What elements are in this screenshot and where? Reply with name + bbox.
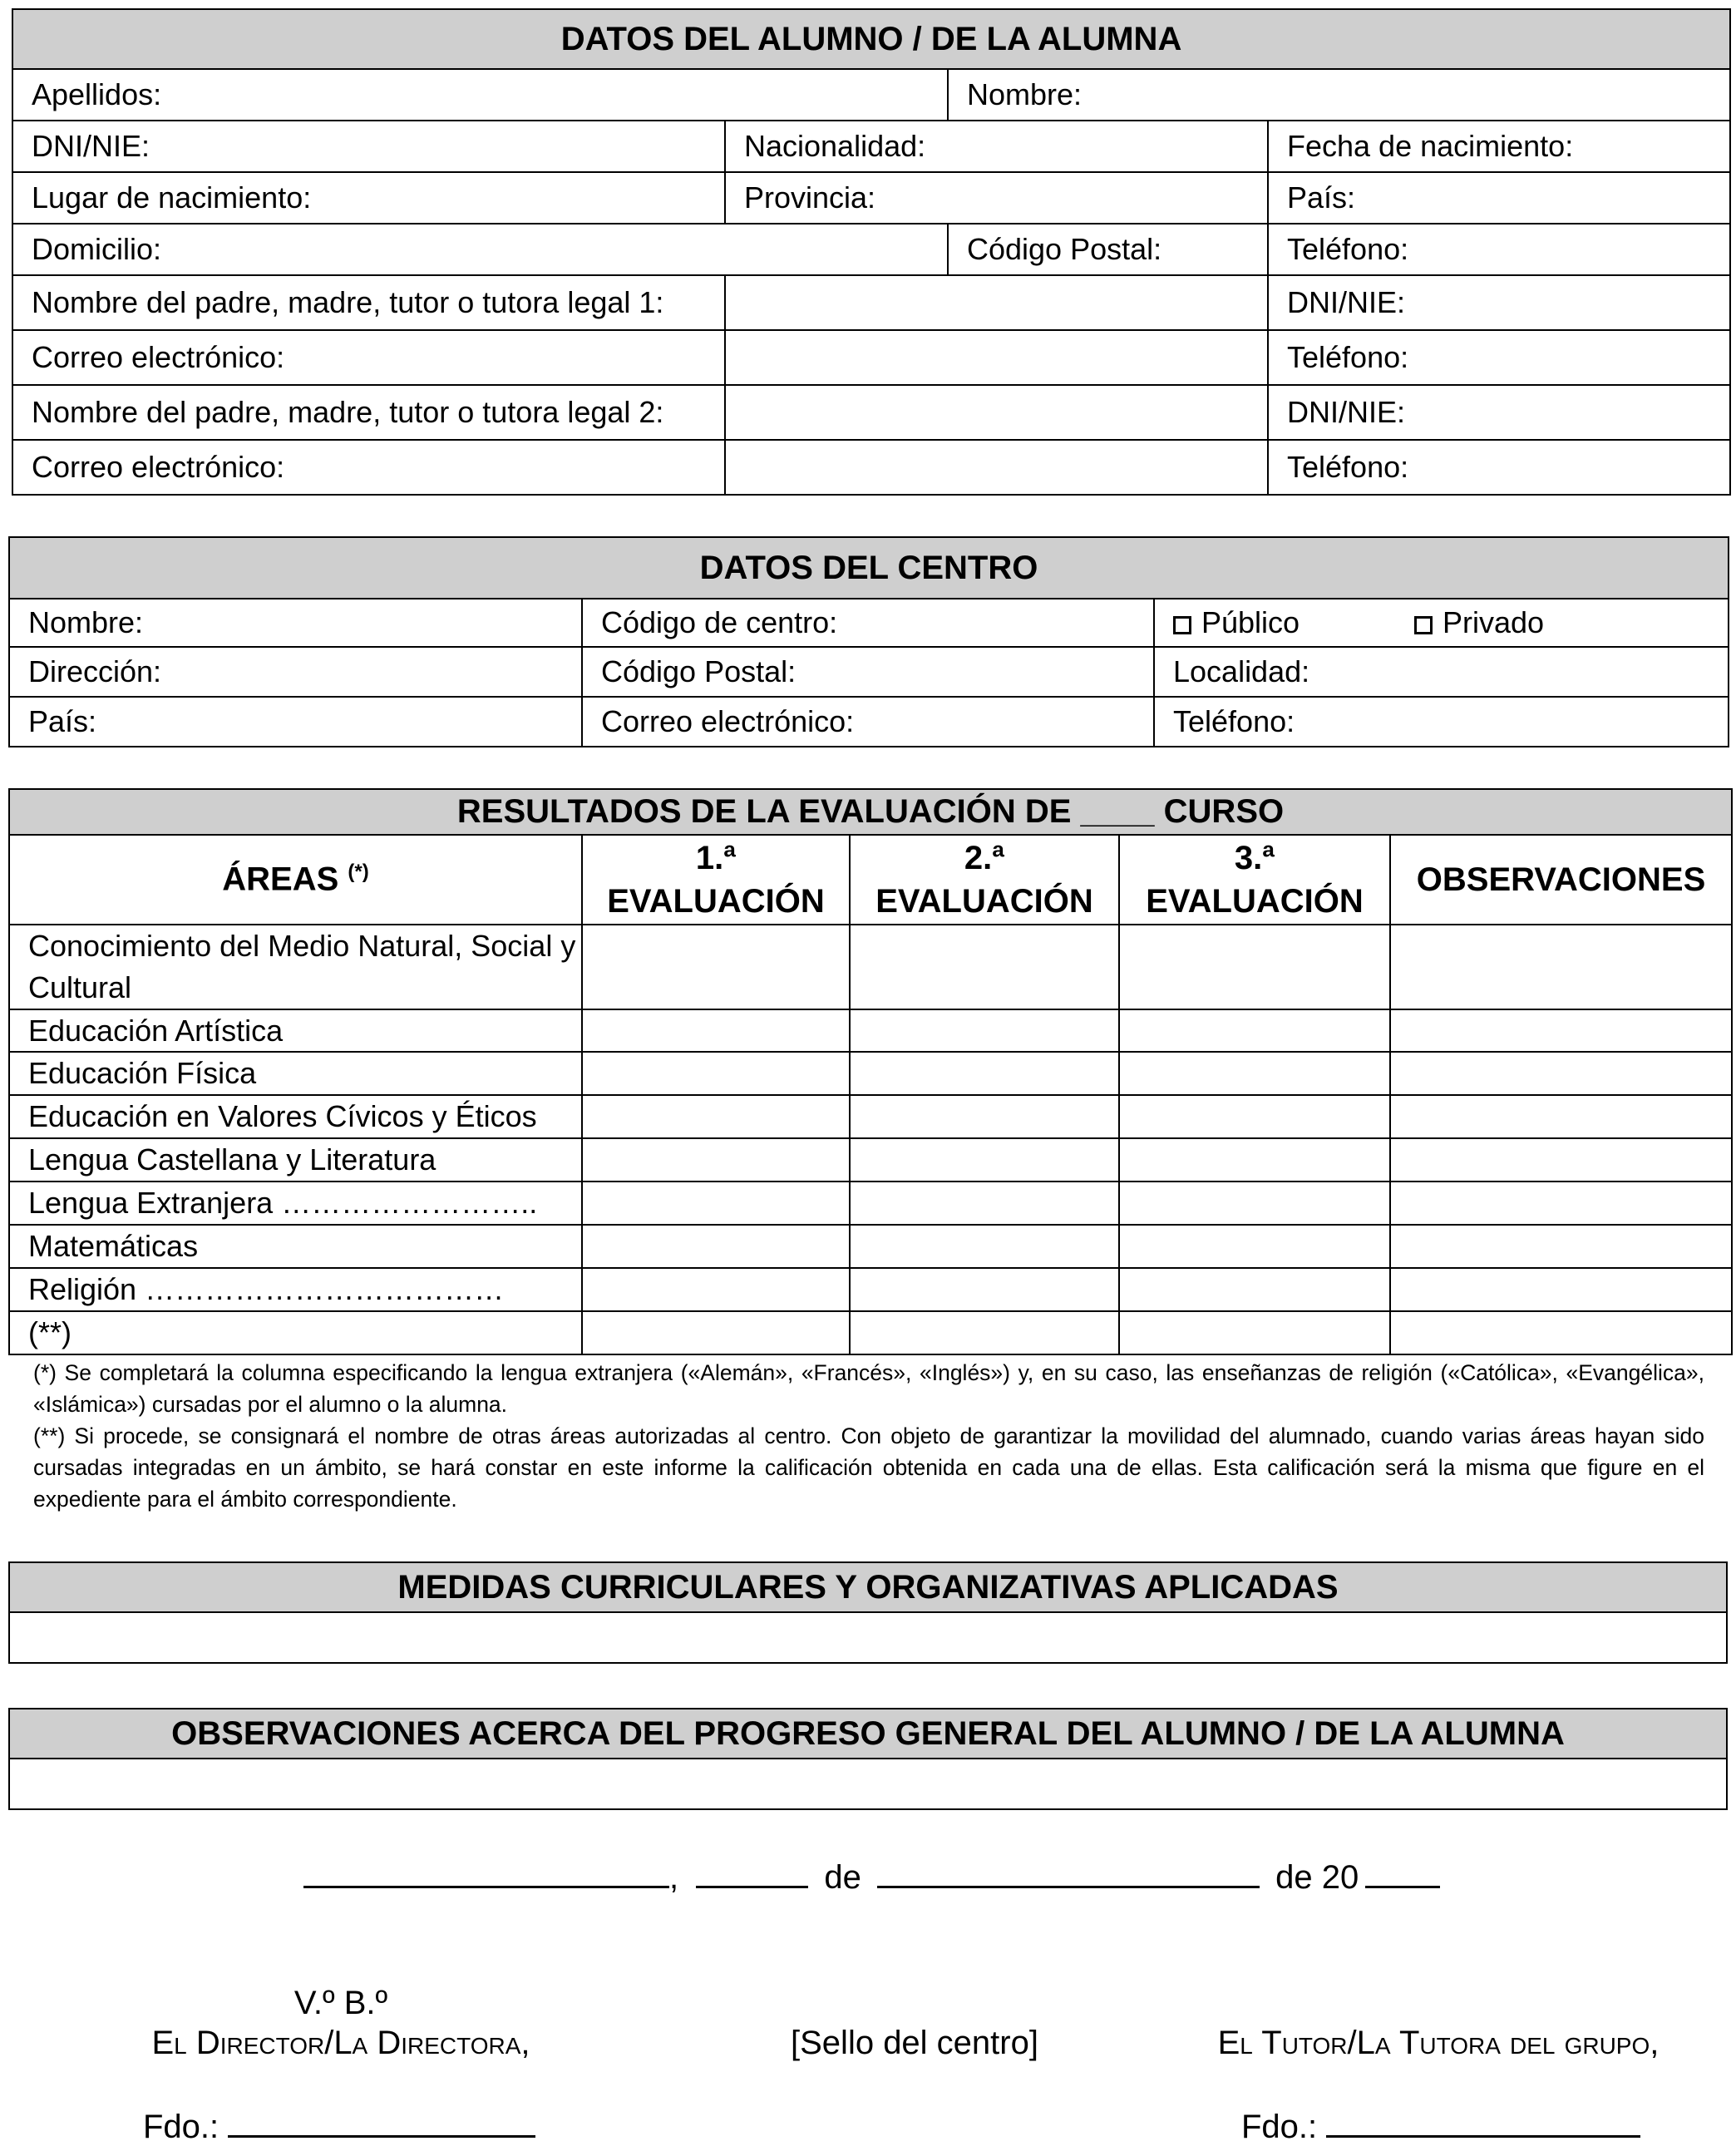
- year-blank[interactable]: [1365, 1852, 1440, 1888]
- observation-cell[interactable]: [1390, 1225, 1732, 1268]
- tutor-signature: [1241, 2102, 1640, 2146]
- guardian2-dni-field[interactable]: DNI/NIE:: [1268, 385, 1730, 440]
- dni-field[interactable]: DNI/NIE:: [12, 121, 725, 172]
- grade-cell-eval2[interactable]: [850, 1268, 1119, 1311]
- eval2-number: 2.ª: [964, 840, 1005, 876]
- place-date-line: [303, 1852, 1440, 1897]
- observation-cell[interactable]: [1390, 1009, 1732, 1052]
- grade-cell-eval3[interactable]: [1119, 1138, 1390, 1182]
- grade-cell-eval1[interactable]: [582, 1182, 850, 1225]
- guardian1-name-label: Nombre del padre, madre, tutor o tutora legal 1:: [12, 275, 725, 330]
- phone-field[interactable]: Teléfono:: [1268, 224, 1730, 275]
- school-seal-label: [Sello del centro]: [791, 2025, 1038, 2061]
- director-signed-label: Fdo.:: [143, 2109, 219, 2145]
- place-blank[interactable]: [303, 1852, 669, 1888]
- measures-section-header: MEDIDAS CURRICULARES Y ORGANIZATIVAS APLICADAS: [9, 1562, 1727, 1612]
- observation-cell[interactable]: [1390, 1138, 1732, 1182]
- grade-cell-eval1[interactable]: [582, 1095, 850, 1138]
- eval3-column-header: [1119, 835, 1390, 925]
- table-row: [9, 1009, 1732, 1052]
- guardian1-email-field[interactable]: [725, 330, 1268, 385]
- areas-column-header: [9, 835, 582, 925]
- province-field[interactable]: Provincia:: [725, 172, 1268, 224]
- observation-cell[interactable]: [1390, 925, 1732, 1009]
- school-name-field[interactable]: Nombre:: [9, 599, 582, 647]
- grade-cell-eval1[interactable]: [582, 925, 850, 1009]
- guardian1-phone-field[interactable]: Teléfono:: [1268, 330, 1730, 385]
- guardian1-email-label: Correo electrónico:: [12, 330, 725, 385]
- eval1-number: 1.ª: [695, 840, 737, 876]
- table-row: [9, 1311, 1732, 1354]
- measures-field[interactable]: [9, 1612, 1727, 1663]
- de-text-2: de 20: [1275, 1859, 1359, 1896]
- results-section-header: RESULTADOS DE LA EVALUACIÓN DE ____ CURSO: [9, 789, 1732, 835]
- school-data-table: [8, 536, 1729, 747]
- grade-cell-eval3[interactable]: [1119, 1052, 1390, 1095]
- footnote-1: (*) Se completará la columna especificando la lengua extranjera («Alemán», «Francés», «Inglés») y, en su caso, las enseñanzas de religión («Católica», «Evangélica», «Islámica») cursadas por el alumno o la alumna.: [33, 1360, 1704, 1417]
- results-footnotes: [33, 1357, 1704, 1515]
- guardian1-name-field[interactable]: [725, 275, 1268, 330]
- grade-cell-eval1[interactable]: [582, 1225, 850, 1268]
- table-row: [9, 1225, 1732, 1268]
- table-row: [9, 1138, 1732, 1182]
- tutor-label: El Tutor/La Tutora del grupo,: [1217, 2025, 1660, 2061]
- day-blank[interactable]: [696, 1852, 808, 1888]
- eval1-column-header: [582, 835, 850, 925]
- address-field[interactable]: Domicilio:: [12, 224, 948, 275]
- approval-label: V.º B.º: [293, 1985, 388, 2021]
- first-name-field[interactable]: Nombre:: [948, 69, 1730, 121]
- grade-cell-eval1[interactable]: [582, 1268, 850, 1311]
- area-name: Conocimiento del Medio Natural, Social y Cultural: [9, 925, 582, 1009]
- areas-footnote-mark: (*): [348, 861, 369, 884]
- grade-cell-eval2[interactable]: [850, 1311, 1119, 1354]
- observations-column-header: OBSERVACIONES: [1390, 835, 1732, 925]
- guardian2-email-label: Correo electrónico:: [12, 440, 725, 495]
- birth-place-field[interactable]: Lugar de nacimiento:: [12, 172, 725, 224]
- table-row: [9, 925, 1732, 1009]
- tutor-signature-blank[interactable]: [1326, 2102, 1640, 2138]
- grade-cell-eval1[interactable]: [582, 1052, 850, 1095]
- school-country-field[interactable]: País:: [9, 697, 582, 747]
- private-option[interactable]: [1406, 605, 1544, 639]
- de-text-1: de: [824, 1859, 861, 1896]
- grade-cell-eval1[interactable]: [582, 1009, 850, 1052]
- student-data-table: [12, 8, 1731, 496]
- progress-section-header: OBSERVACIONES ACERCA DEL PROGRESO GENERAL DEL ALUMNO / DE LA ALUMNA: [9, 1709, 1727, 1759]
- school-code-field[interactable]: Código de centro:: [582, 599, 1154, 647]
- area-name: Lengua Castellana y Literatura: [9, 1138, 582, 1182]
- grade-cell-eval2[interactable]: [850, 1225, 1119, 1268]
- director-label: El Director/La Directora,: [151, 2025, 530, 2061]
- school-locality-field[interactable]: Localidad:: [1154, 647, 1729, 697]
- grade-cell-eval3[interactable]: [1119, 1009, 1390, 1052]
- guardian2-phone-field[interactable]: Teléfono:: [1268, 440, 1730, 495]
- areas-label: ÁREAS: [222, 861, 339, 898]
- table-row: [9, 1182, 1732, 1225]
- area-name: Educación Artística: [9, 1009, 582, 1052]
- director-signature: [143, 2102, 535, 2146]
- school-address-field[interactable]: Dirección:: [9, 647, 582, 697]
- director-signature-blank[interactable]: [228, 2102, 535, 2138]
- grade-cell-eval1[interactable]: [582, 1311, 850, 1354]
- private-label: Privado: [1443, 605, 1545, 639]
- guardian2-email-field[interactable]: [725, 440, 1268, 495]
- table-row: [9, 1268, 1732, 1311]
- footnote-2: (**) Si procede, se consignará el nombre de otras áreas autorizadas al centro. Con objeto de garantizar la movilidad del alumnado, cuando varias áreas hayan sido cursadas integradas en un ámbito, se hará constar en este informe la calificación obtenida en cada una de ellas. Esta calificación será la misma que figure en el expediente para el ámbito correspondiente.: [33, 1423, 1704, 1512]
- birth-date-field[interactable]: Fecha de nacimiento:: [1268, 121, 1730, 172]
- grade-cell-eval2[interactable]: [850, 925, 1119, 1009]
- eval2-column-header: [850, 835, 1119, 925]
- school-email-field[interactable]: Correo electrónico:: [582, 697, 1154, 747]
- area-name: Matemáticas: [9, 1225, 582, 1268]
- school-postal-code-field[interactable]: Código Postal:: [582, 647, 1154, 697]
- public-label: Público: [1201, 605, 1300, 639]
- grade-cell-eval1[interactable]: [582, 1138, 850, 1182]
- table-row: [9, 1095, 1732, 1138]
- observation-cell[interactable]: [1390, 1268, 1732, 1311]
- private-checkbox[interactable]: [1414, 616, 1433, 634]
- observation-cell[interactable]: [1390, 1182, 1732, 1225]
- guardian2-name-label: Nombre del padre, madre, tutor o tutora legal 2:: [12, 385, 725, 440]
- country-field[interactable]: País:: [1268, 172, 1730, 224]
- grade-cell-eval3[interactable]: [1119, 925, 1390, 1009]
- grade-cell-eval2[interactable]: [850, 1095, 1119, 1138]
- grade-cell-eval3[interactable]: [1119, 1182, 1390, 1225]
- grade-cell-eval3[interactable]: [1119, 1225, 1390, 1268]
- eval3-word: EVALUACIÓN: [1146, 883, 1364, 920]
- grade-cell-eval2[interactable]: [850, 1052, 1119, 1095]
- surname-field[interactable]: Apellidos:: [12, 69, 948, 121]
- area-name: Lengua Extranjera ……………………..: [9, 1182, 582, 1225]
- nationality-field[interactable]: Nacionalidad:: [725, 121, 1268, 172]
- observation-cell[interactable]: [1390, 1311, 1732, 1354]
- area-name: (**): [9, 1311, 582, 1354]
- observation-cell[interactable]: [1390, 1095, 1732, 1138]
- school-section-header: DATOS DEL CENTRO: [9, 537, 1729, 599]
- school-phone-field[interactable]: Teléfono:: [1154, 697, 1729, 747]
- public-option[interactable]: [1173, 605, 1406, 640]
- student-section-header: DATOS DEL ALUMNO / DE LA ALUMNA: [12, 9, 1730, 69]
- table-row: [9, 1052, 1732, 1095]
- public-checkbox[interactable]: [1173, 616, 1191, 634]
- eval3-number: 3.ª: [1234, 840, 1275, 876]
- grade-cell-eval3[interactable]: [1119, 1268, 1390, 1311]
- month-blank[interactable]: [877, 1852, 1260, 1888]
- comma-text: ,: [669, 1859, 679, 1896]
- area-name: Educación Física: [9, 1052, 582, 1095]
- eval1-word: EVALUACIÓN: [607, 883, 825, 920]
- area-name: Educación en Valores Cívicos y Éticos: [9, 1095, 582, 1138]
- grade-cell-eval2[interactable]: [850, 1182, 1119, 1225]
- progress-table: [8, 1708, 1728, 1810]
- grade-cell-eval2[interactable]: [850, 1009, 1119, 1052]
- school-type-options: [1154, 599, 1729, 647]
- grade-cell-eval2[interactable]: [850, 1138, 1119, 1182]
- guardian2-name-field[interactable]: [725, 385, 1268, 440]
- measures-table: [8, 1561, 1728, 1664]
- postal-code-field[interactable]: Código Postal:: [948, 224, 1268, 275]
- results-table: [8, 788, 1733, 1355]
- tutor-signed-label: Fdo.:: [1241, 2109, 1318, 2145]
- grade-cell-eval3[interactable]: [1119, 1095, 1390, 1138]
- eval2-word: EVALUACIÓN: [875, 883, 1093, 920]
- guardian1-dni-field[interactable]: DNI/NIE:: [1268, 275, 1730, 330]
- grade-cell-eval3[interactable]: [1119, 1311, 1390, 1354]
- area-name: Religión ………………………………: [9, 1268, 582, 1311]
- progress-field[interactable]: [9, 1759, 1727, 1809]
- observation-cell[interactable]: [1390, 1052, 1732, 1095]
